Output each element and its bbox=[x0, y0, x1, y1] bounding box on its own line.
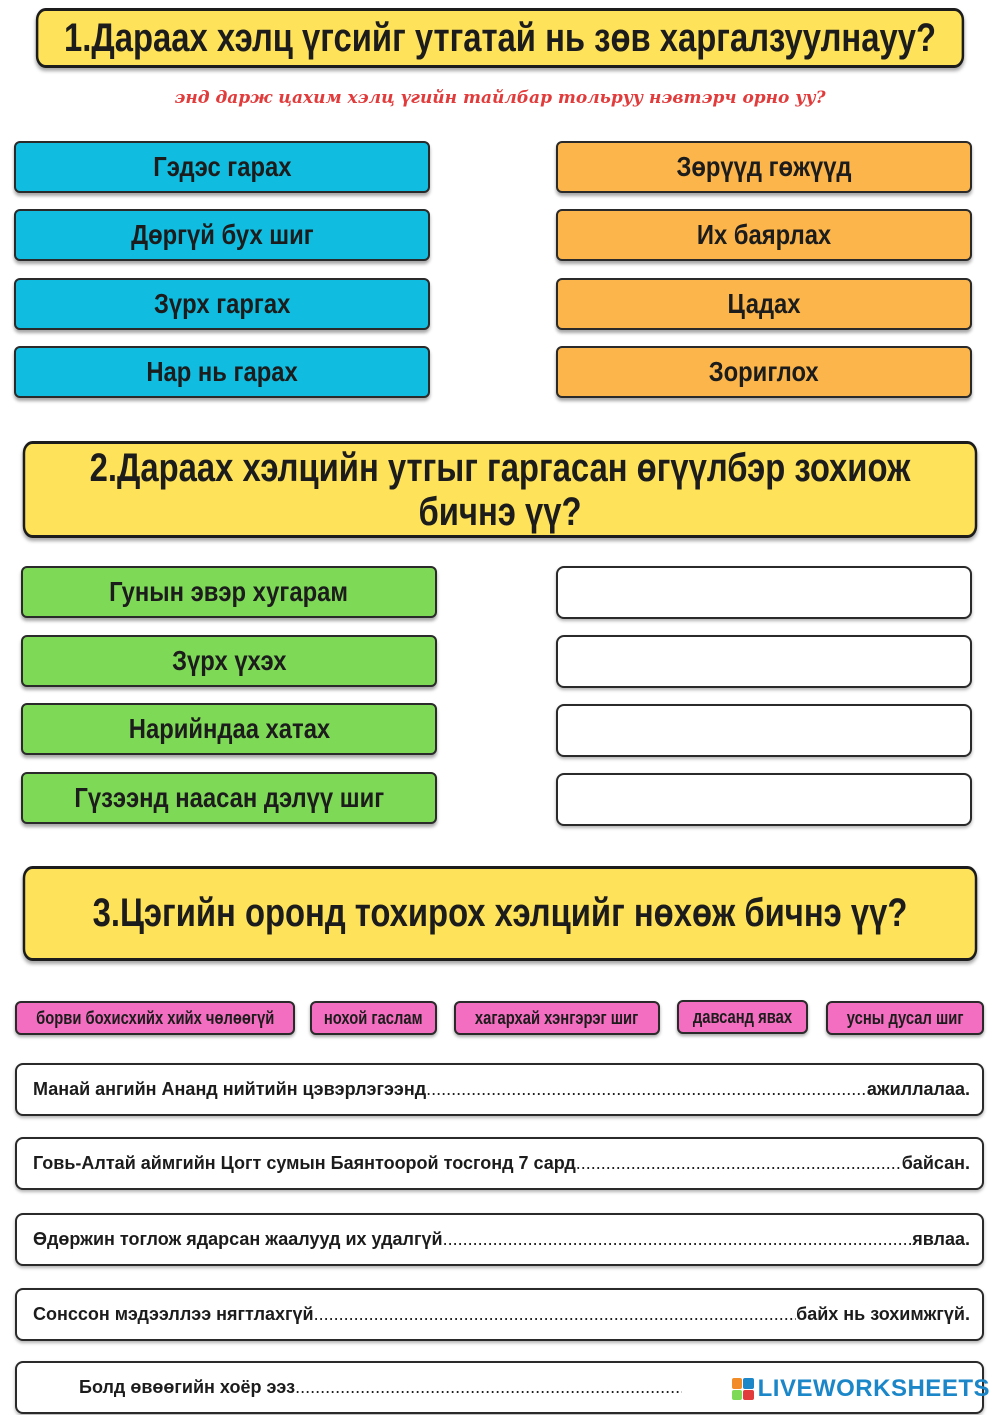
match-right-item-2[interactable]: Их баярлах bbox=[556, 209, 972, 261]
answer-input-2[interactable] bbox=[556, 635, 972, 688]
idiom-item-3: Нарийндаа хатах bbox=[21, 703, 437, 755]
sentence-end-1: ажиллалаа. bbox=[866, 1079, 970, 1099]
section2-title-line2: бичнэ үү? bbox=[418, 489, 582, 534]
answer-input-1[interactable] bbox=[556, 566, 972, 619]
section2-title bbox=[23, 441, 977, 538]
answer-input-4[interactable] bbox=[556, 773, 972, 826]
idiom-item-4: Гүзээнд наасан дэлүү шиг bbox=[21, 772, 437, 824]
sentence-start-4: Сонссон мэдээллээ нягтлахгүй bbox=[33, 1304, 314, 1324]
blank-2[interactable] bbox=[576, 1153, 902, 1174]
section1-title bbox=[36, 8, 964, 68]
idiom-chip-2[interactable]: нохой гаслам bbox=[310, 1001, 437, 1035]
idiom-chip-1[interactable]: борви бохисхийх хийх чөлөөгүй bbox=[15, 1001, 295, 1035]
blank-3[interactable] bbox=[443, 1229, 913, 1250]
liveworksheets-logo bbox=[732, 1375, 990, 1403]
sentence-row-3[interactable] bbox=[15, 1213, 984, 1266]
idiom-chip-3[interactable]: хагархай хэнгэрэг шиг bbox=[454, 1001, 660, 1035]
blank-1[interactable] bbox=[426, 1079, 867, 1100]
liveworksheets-logo-icon bbox=[732, 1378, 754, 1400]
match-left-item-1[interactable]: Гэдэс гарах bbox=[14, 141, 430, 193]
sentence-row-1[interactable] bbox=[15, 1063, 984, 1116]
match-right-item-4[interactable]: Зориглох bbox=[556, 346, 972, 398]
idiom-chip-4[interactable]: давсанд явах bbox=[677, 1000, 808, 1034]
match-left-item-2[interactable]: Дөргүй бух шиг bbox=[14, 209, 430, 261]
blank-4[interactable] bbox=[314, 1304, 796, 1325]
liveworksheets-logo-text: LIVEWORKSHEETS bbox=[757, 1375, 990, 1402]
match-left-item-3[interactable]: Зүрх гаргах bbox=[14, 278, 430, 330]
sentence-start-3: Өдөржин тоглож ядарсан жаалууд их удалгүй bbox=[33, 1229, 443, 1249]
sentence-end-4: байх нь зохимжгүй. bbox=[796, 1304, 970, 1324]
match-right-item-3[interactable]: Цадах bbox=[556, 278, 972, 330]
sentence-start-2: Говь-Алтай аймгийн Цогт сумын Баянтоорой тосгонд 7 сард bbox=[33, 1153, 576, 1173]
section3-title bbox=[23, 866, 977, 961]
section1-title-text: 1.Дараах хэлц үгсийг утгатай нь зөв харгалзуулнауу? bbox=[64, 15, 936, 60]
answer-input-3[interactable] bbox=[556, 704, 972, 757]
blank-5[interactable] bbox=[295, 1377, 682, 1398]
sentence-row-2[interactable] bbox=[15, 1137, 984, 1190]
match-left-item-4[interactable]: Нар нь гарах bbox=[14, 346, 430, 398]
sentence-start-5: Болд өвөөгийн хоёр ээз bbox=[79, 1377, 296, 1397]
match-right-item-1[interactable]: Зөрүүд гөжүүд bbox=[556, 141, 972, 193]
dictionary-link[interactable]: энд дарж цахим хэлц үгийн тайлбар тольруу нэвтэрч орно уу? bbox=[174, 88, 826, 108]
idiom-item-1: Гунын эвэр хугарам bbox=[21, 566, 437, 618]
section2-title-line1: 2.Дараах хэлцийн утгыг гаргасан өгүүлбэр зохиож bbox=[89, 445, 911, 490]
sentence-end-3: явлаа. bbox=[912, 1229, 970, 1249]
section3-title-text: 3.Цэгийн оронд тохирох хэлцийг нөхөж бичнэ үү? bbox=[92, 891, 908, 935]
idiom-item-2: Зүрх үхэх bbox=[21, 635, 437, 687]
sentence-start-1: Манай ангийн Ананд нийтийн цэвэрлэгээнд bbox=[33, 1079, 427, 1099]
idiom-chip-5[interactable]: усны дусал шиг bbox=[826, 1001, 984, 1035]
sentence-row-4[interactable] bbox=[15, 1288, 984, 1341]
sentence-end-2: байсан. bbox=[901, 1153, 970, 1173]
